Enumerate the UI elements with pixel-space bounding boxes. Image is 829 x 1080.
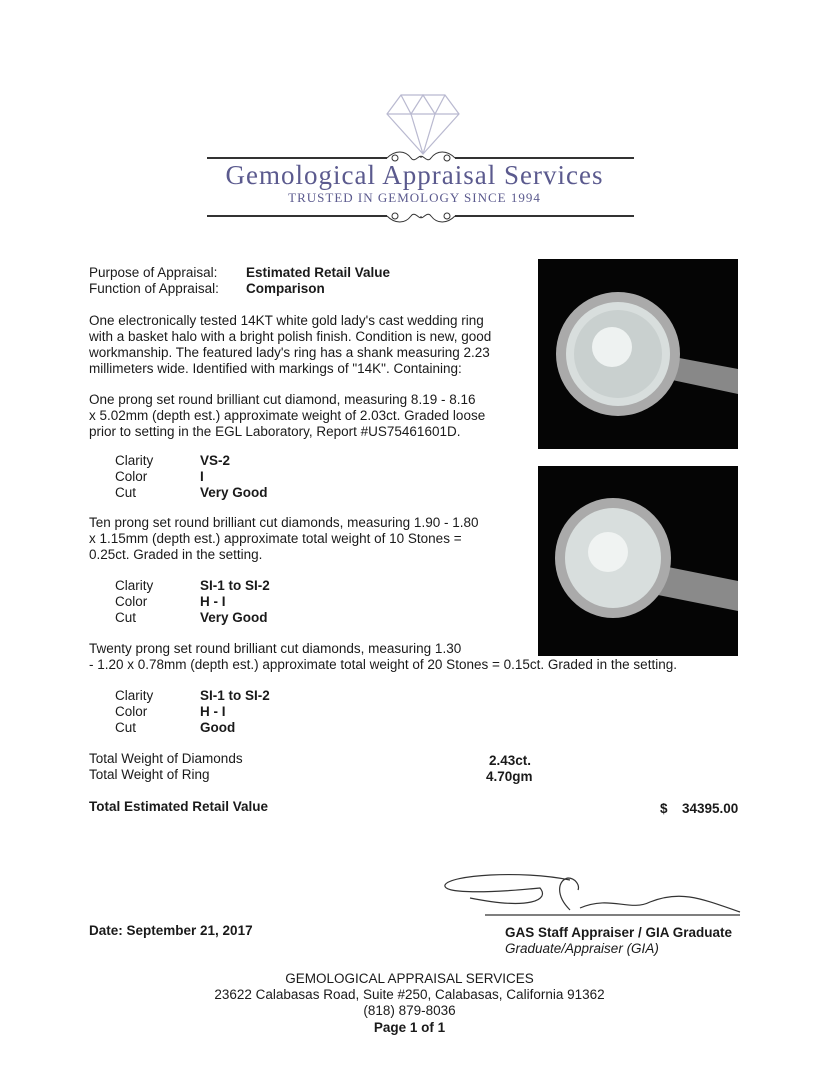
company-name: Gemological Appraisal Services	[225, 160, 604, 190]
divider-line	[455, 157, 634, 159]
total-diamonds-label: Total Weight of Diamonds	[89, 751, 243, 766]
signature-image	[440, 870, 750, 925]
appraisal-date: Date: September 21, 2017	[89, 923, 253, 938]
grade-label: Cut	[115, 720, 137, 735]
stone-description: One prong set round brilliant cut diamond, measuring 8.19 - 8.16 x 5.02mm (depth est.) approximate weight of 2.03ct. Graded loose prior to setting in the EGL Laboratory, Report #US75461601D.	[89, 392, 486, 439]
grade-label: Clarity	[115, 688, 154, 703]
function-label: Function of Appraisal:	[89, 281, 219, 296]
footer-phone: (818) 879-8036	[363, 1003, 456, 1018]
grade-value: VS-2	[200, 453, 231, 468]
grade-value: Very Good	[200, 610, 268, 625]
total-ring-label: Total Weight of Ring	[89, 767, 210, 782]
grade-label: Cut	[115, 610, 137, 625]
company-tagline: TRUSTED IN GEMOLOGY SINCE 1994	[288, 190, 541, 205]
currency-symbol: $	[660, 801, 668, 816]
purpose-value: Estimated Retail Value	[246, 265, 391, 280]
page-number: Page 1 of 1	[373, 1020, 446, 1035]
grade-label: Color	[115, 704, 148, 719]
grade-label: Clarity	[115, 453, 154, 468]
grade-value: SI-1 to SI-2	[200, 578, 270, 593]
grade-value: SI-1 to SI-2	[200, 688, 270, 703]
divider-line	[207, 157, 387, 159]
grade-label: Cut	[115, 485, 137, 500]
footer-company: GEMOLOGICAL APPRAISAL SERVICES	[285, 971, 534, 986]
stone-description: Ten prong set round brilliant cut diamonds, measuring 1.90 - 1.80 x 1.15mm (depth est.) approximate total weight of 10 Stones = 0.25ct. Graded in the setting.	[89, 515, 479, 562]
total-retail-label: Total Estimated Retail Value	[89, 799, 269, 814]
grade-label: Color	[115, 594, 148, 609]
appraiser-title: GAS Staff Appraiser / GIA Graduate	[505, 925, 733, 940]
grade-value: Good	[200, 720, 236, 735]
appraiser-subtitle: Graduate/Appraiser (GIA)	[505, 941, 659, 956]
grade-label: Clarity	[115, 578, 154, 593]
grade-value: I	[200, 469, 204, 484]
ring-image	[538, 466, 738, 656]
grade-label: Color	[115, 469, 148, 484]
grade-value: H - I	[200, 594, 226, 609]
total-retail-value: 34395.00	[682, 801, 739, 816]
divider-line	[207, 215, 387, 217]
purpose-label: Purpose of Appraisal:	[89, 265, 218, 280]
footer-address: 23622 Calabasas Road, Suite #250, Calabasas, California 91362	[214, 987, 605, 1002]
ornament-icon	[385, 206, 457, 226]
grade-value: H - I	[200, 704, 226, 719]
grade-value: Very Good	[200, 485, 268, 500]
ring-photo-angle	[538, 466, 738, 656]
ring-description: One electronically tested 14KT white gold lady's cast wedding ring with a basket halo with a bright polish finish. Condition is new, good workmanship. The featured lady's ring has a shank measuring 2.23 millimeters wide. Identified with markings of "14K". Containing:	[89, 313, 492, 376]
ring-photo-top	[538, 259, 738, 449]
total-diamonds-value: 2.43ct.	[489, 753, 532, 768]
divider-line	[455, 215, 634, 217]
function-value: Comparison	[246, 281, 325, 296]
ring-image	[538, 259, 738, 449]
total-ring-value: 4.70gm	[486, 769, 533, 784]
stone-description: Twenty prong set round brilliant cut diamonds, measuring 1.30 - 1.20 x 0.78mm (depth est.) approximate total weight of 20 Stones = 0.15ct. Graded in the setting.	[89, 641, 677, 672]
